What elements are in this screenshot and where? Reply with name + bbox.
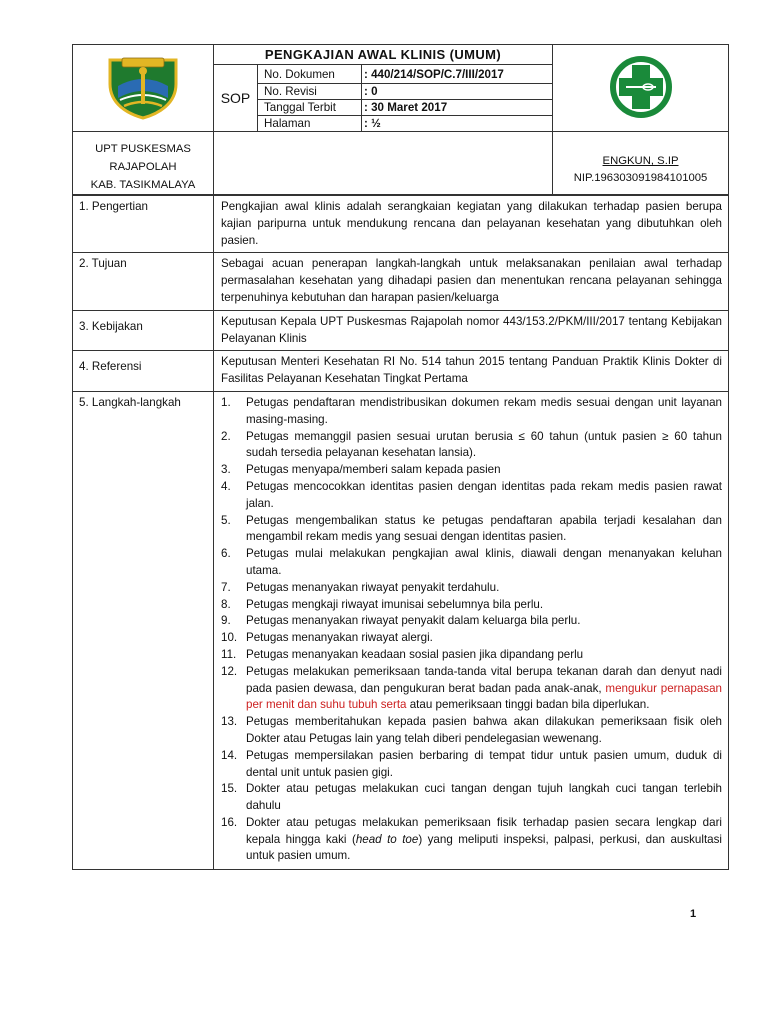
meta-value-revision: : 0 xyxy=(362,84,553,100)
step-number: 10. xyxy=(221,631,238,645)
step-text: Petugas mencocokkan identitas pasien dengan identitas pada rekam medis pasien rawat jalan. xyxy=(246,479,722,510)
step-text: Petugas mengembalikan status ke petugas pendaftaran apabila terjadi kesalahan dan mengambil rekam medis yang sesuai dengan identitas pasien. xyxy=(246,513,722,544)
list-item xyxy=(221,815,722,865)
meta-label-revision: No. Revisi xyxy=(258,84,362,100)
list-item xyxy=(221,513,722,547)
step-text: Petugas mulai melakukan pengkajian awal klinis, diawali dengan menanyakan keluhan utama. xyxy=(246,547,722,577)
list-item xyxy=(221,714,722,748)
meta-label-page: Halaman xyxy=(258,116,362,132)
list-item xyxy=(221,395,722,429)
meta-label-issue-date: Tanggal Terbit xyxy=(258,100,362,116)
meta-value-page: : ½ xyxy=(362,116,553,132)
list-item xyxy=(221,479,722,513)
step-number: 1. xyxy=(221,395,231,409)
list-item xyxy=(221,781,722,815)
step-text: Dokter atau petugas melakukan cuci tangan dengan tujuh langkah cuci tangan terlebih dahulu xyxy=(246,782,722,813)
step-number: 7. xyxy=(221,580,231,594)
meta-value-doc-number: : 440/214/SOP/C.7/III/2017 xyxy=(362,65,553,84)
step-text: Petugas memberitahukan kepada pasien bahwa akan dilakukan pemeriksaan fisik oleh Dokter atau Petugas lain yang telah diberi pendelegasian wewenang. xyxy=(246,715,722,745)
step-text: Petugas menanyakan keadaan sosial pasien jika dipandang perlu xyxy=(246,647,584,661)
list-item xyxy=(221,597,722,614)
step-number: 11. xyxy=(221,647,237,661)
step-text: Petugas memanggil pasien sesuai urutan berusia ≤ 60 tahun (untuk pasien ≥ 60 tahun sudah tersedia pelayanan kesehatan lansia). xyxy=(246,429,722,460)
step-text-highlight: mengukur pernapasan per menit dan suhu tubuh serta xyxy=(246,681,722,712)
step-number: 13. xyxy=(221,715,238,729)
page-number: 1 xyxy=(690,908,697,920)
header-table xyxy=(72,44,729,195)
step-number: 2. xyxy=(221,429,231,443)
section-label-referensi: 4. Referensi xyxy=(73,351,214,392)
step-number: 16. xyxy=(221,815,238,829)
section-text-referensi: Keputusan Menteri Kesehatan RI No. 514 tahun 2015 tentang Panduan Praktik Klinis Dokter di Fasilitas Pelayanan Kesehatan Tingkat Pertama xyxy=(214,351,729,392)
meta-label-doc-number: No. Dokumen xyxy=(258,65,362,84)
signatory-name: ENGKUN, S.IP xyxy=(602,155,679,167)
step-text: Petugas menyapa/memberi salam kepada pasien xyxy=(246,463,501,477)
list-item xyxy=(221,664,722,714)
step-number: 6. xyxy=(221,547,231,561)
steps-cell xyxy=(214,391,729,869)
step-text-b: ) yang meliputi inspeksi, palpasi, perkusi, dan auskultasi untuk pasien umum. xyxy=(246,832,722,863)
right-logo-cell xyxy=(553,45,729,132)
step-number: 12. xyxy=(221,664,238,678)
section-label-kebijakan: 3. Kebijakan xyxy=(73,310,214,351)
list-item xyxy=(221,429,722,463)
step-text: Petugas mempersilakan pasien berbaring di tempat tidur untuk pasien umum, duduk di dental unit untuk pasien gigi. xyxy=(246,748,722,779)
step-text-a: Dokter atau petugas melakukan pemeriksaan fisik terhadap pasien secara lengkap dari kepala hingga kaki ( xyxy=(246,815,722,846)
org-line-3: KAB. TASIKMALAYA xyxy=(90,179,196,191)
step-number: 15. xyxy=(221,782,238,796)
step-number: 9. xyxy=(221,614,231,628)
list-item xyxy=(221,580,722,597)
step-text: Petugas mengkaji riwayat imunisai sebelumnya bila perlu. xyxy=(246,597,544,611)
step-text-b: atau pemeriksaan tinggi badan bila diperlukan. xyxy=(406,698,650,712)
left-logo-cell xyxy=(73,45,214,132)
list-item xyxy=(221,748,722,782)
content-table xyxy=(72,195,729,870)
list-item xyxy=(221,613,722,630)
signatory-cell xyxy=(553,132,729,195)
list-item xyxy=(221,647,722,664)
list-item xyxy=(221,546,722,580)
step-number: 5. xyxy=(221,513,231,527)
document-title: PENGKAJIAN AWAL KLINIS (UMUM) xyxy=(214,45,553,65)
section-text-kebijakan: Keputusan Kepala UPT Puskesmas Rajapolah nomor 443/153.2/PKM/III/2017 tentang Kebijakan Pelayanan Klinis xyxy=(214,310,729,351)
sop-label: SOP xyxy=(214,65,258,132)
sop-document xyxy=(72,44,728,870)
step-text: Petugas menanyakan riwayat alergi. xyxy=(246,631,433,645)
list-item xyxy=(221,462,722,479)
step-text-italic: head to toe xyxy=(355,832,419,846)
section-label-pengertian: 1. Pengertian xyxy=(73,196,214,253)
step-text: Petugas pendaftaran mendistribusikan dokumen rekam medis sesuai dengan unit layanan masing-masing. xyxy=(246,395,722,426)
step-text: Petugas menanyakan riwayat penyakit dalam keluarga bila perlu. xyxy=(246,614,581,628)
step-number: 14. xyxy=(221,748,238,762)
step-text-a: Petugas melakukan pemeriksaan tanda-tanda vital berupa tekanan darah dan denyut nadi pada pasien dewasa, dan pengukuran berat badan pada anak-anak, xyxy=(246,664,722,695)
section-text-pengertian: Pengkajian awal klinis adalah serangkaian kegiatan yang dilakukan terhadap pasien berupa kajian paripurna untuk mendukung rencana dan pelayanan kesehatan yang dibutuhkan oleh pasien. xyxy=(214,196,729,253)
step-number: 3. xyxy=(221,463,231,477)
section-text-tujuan: Sebagai acuan penerapan langkah-langkah untuk melaksanakan penilaian awal terhadap permasalahan kesehatan yang dihadapi pasien dan menentukan rencana pelayanan sehingga terpenuhinya kebutuhan dan harapan pasien/keluarga xyxy=(214,253,729,310)
org-line-2: RAJAPOLAH xyxy=(109,161,177,173)
step-number: 4. xyxy=(221,479,231,493)
step-number: 8. xyxy=(221,597,231,611)
signatory-nip: NIP.196303091984101005 xyxy=(573,172,708,184)
blank-cell xyxy=(214,132,553,195)
org-line-1: UPT PUSKESMAS xyxy=(95,143,191,155)
list-item xyxy=(221,630,722,647)
steps-list xyxy=(221,395,722,865)
step-text: Petugas menanyakan riwayat penyakit terdahulu. xyxy=(246,580,500,594)
section-label-langkah: 5. Langkah-langkah xyxy=(73,391,214,869)
regency-crest-icon xyxy=(106,54,180,120)
organization-cell xyxy=(73,132,214,195)
meta-value-issue-date: : 30 Maret 2017 xyxy=(362,100,553,116)
puskesmas-cross-icon xyxy=(596,56,686,118)
section-label-tujuan: 2. Tujuan xyxy=(73,253,214,310)
